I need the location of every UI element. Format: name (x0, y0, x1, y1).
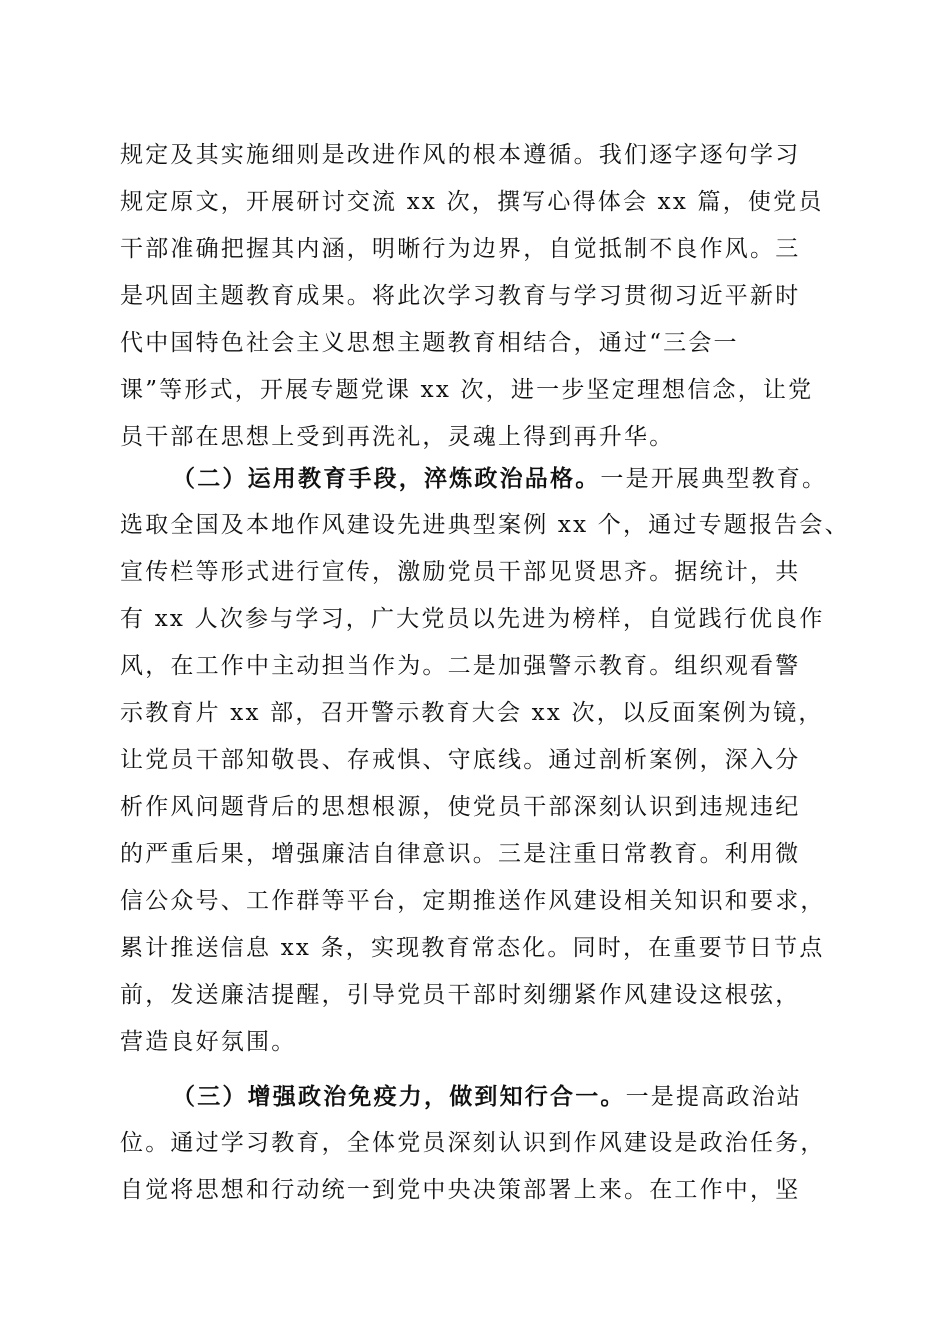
text-line: 累计推送信息 xx 条，实现教育常态化。同时，在重要节日节点 (120, 935, 825, 961)
text-line: 自觉将思想和行动统一到党中央决策部署上来。在工作中，坚 (120, 1177, 801, 1203)
section-heading-3: （三）增强政治免疫力，做到知行合一。 (172, 1083, 626, 1110)
text-line: 课”等形式，开展专题党课 xx 次，进一步坚定理想信念，让党 (120, 377, 814, 403)
text-line: 的严重后果，增强廉洁自律意识。三是注重日常教育。利用微 (120, 841, 801, 867)
text-line: 有 xx 人次参与学习，广大党员以先进为榜样，自觉践行优良作 (120, 606, 825, 632)
text-line: 位。通过学习教育，全体党员深刻认识到作风建设是政治任务， (120, 1130, 826, 1156)
text-line: 规定及其实施细则是改进作风的根本遵循。我们逐字逐句学习 (120, 142, 801, 168)
text-line: 让党员干部知敬畏、存戒惧、守底线。通过剖析案例，深入分 (120, 747, 801, 773)
paragraph-2 (120, 455, 850, 1066)
text-line: 示教育片 xx 部，召开警示教育大会 xx 次，以反面案例为镜， (120, 700, 824, 726)
paragraph-3 (120, 1073, 840, 1214)
text-line: 前，发送廉洁提醒，引导党员干部时刻绷紧作风建设这根弦， (120, 982, 801, 1008)
text-line: 信公众号、工作群等平台，定期推送作风建设相关知识和要求， (120, 888, 826, 914)
text-line: 营造良好氛围。 (120, 1029, 297, 1055)
text-line: 选取全国及本地作风建设先进典型案例 xx 个，通过专题报告会、 (120, 512, 850, 538)
text-line: 代中国特色社会主义思想主题教育相结合，通过“三会一 (120, 330, 739, 356)
text-line: 析作风问题背后的思想根源，使党员干部深刻认识到违规违纪 (120, 794, 801, 820)
text-span: 一是提高政治站 (625, 1084, 803, 1110)
text-line: 是巩固主题教育成果。将此次学习教育与学习贯彻习近平新时 (120, 283, 801, 309)
paragraph-1 (120, 132, 840, 461)
text-line: 风，在工作中主动担当作为。二是加强警示教育。组织观看警 (120, 653, 801, 679)
paragraph-first-line (120, 1073, 840, 1120)
text-line: 宣传栏等形式进行宣传，激励党员干部见贤思齐。据统计，共 (120, 559, 801, 585)
paragraph-first-line (120, 455, 840, 502)
text-line: 员干部在思想上受到再洗礼，灵魂上得到再升华。 (120, 424, 675, 450)
text-line: 规定原文，开展研讨交流 xx 次，撰写心得体会 xx 篇，使党员 (120, 189, 824, 215)
text-span: 一是开展典型教育。 (600, 466, 828, 492)
text-line: 干部准确把握其内涵，明晰行为边界，自觉抵制不良作风。三 (120, 236, 801, 262)
section-heading-2: （二）运用教育手段，淬炼政治品格。 (172, 465, 601, 492)
